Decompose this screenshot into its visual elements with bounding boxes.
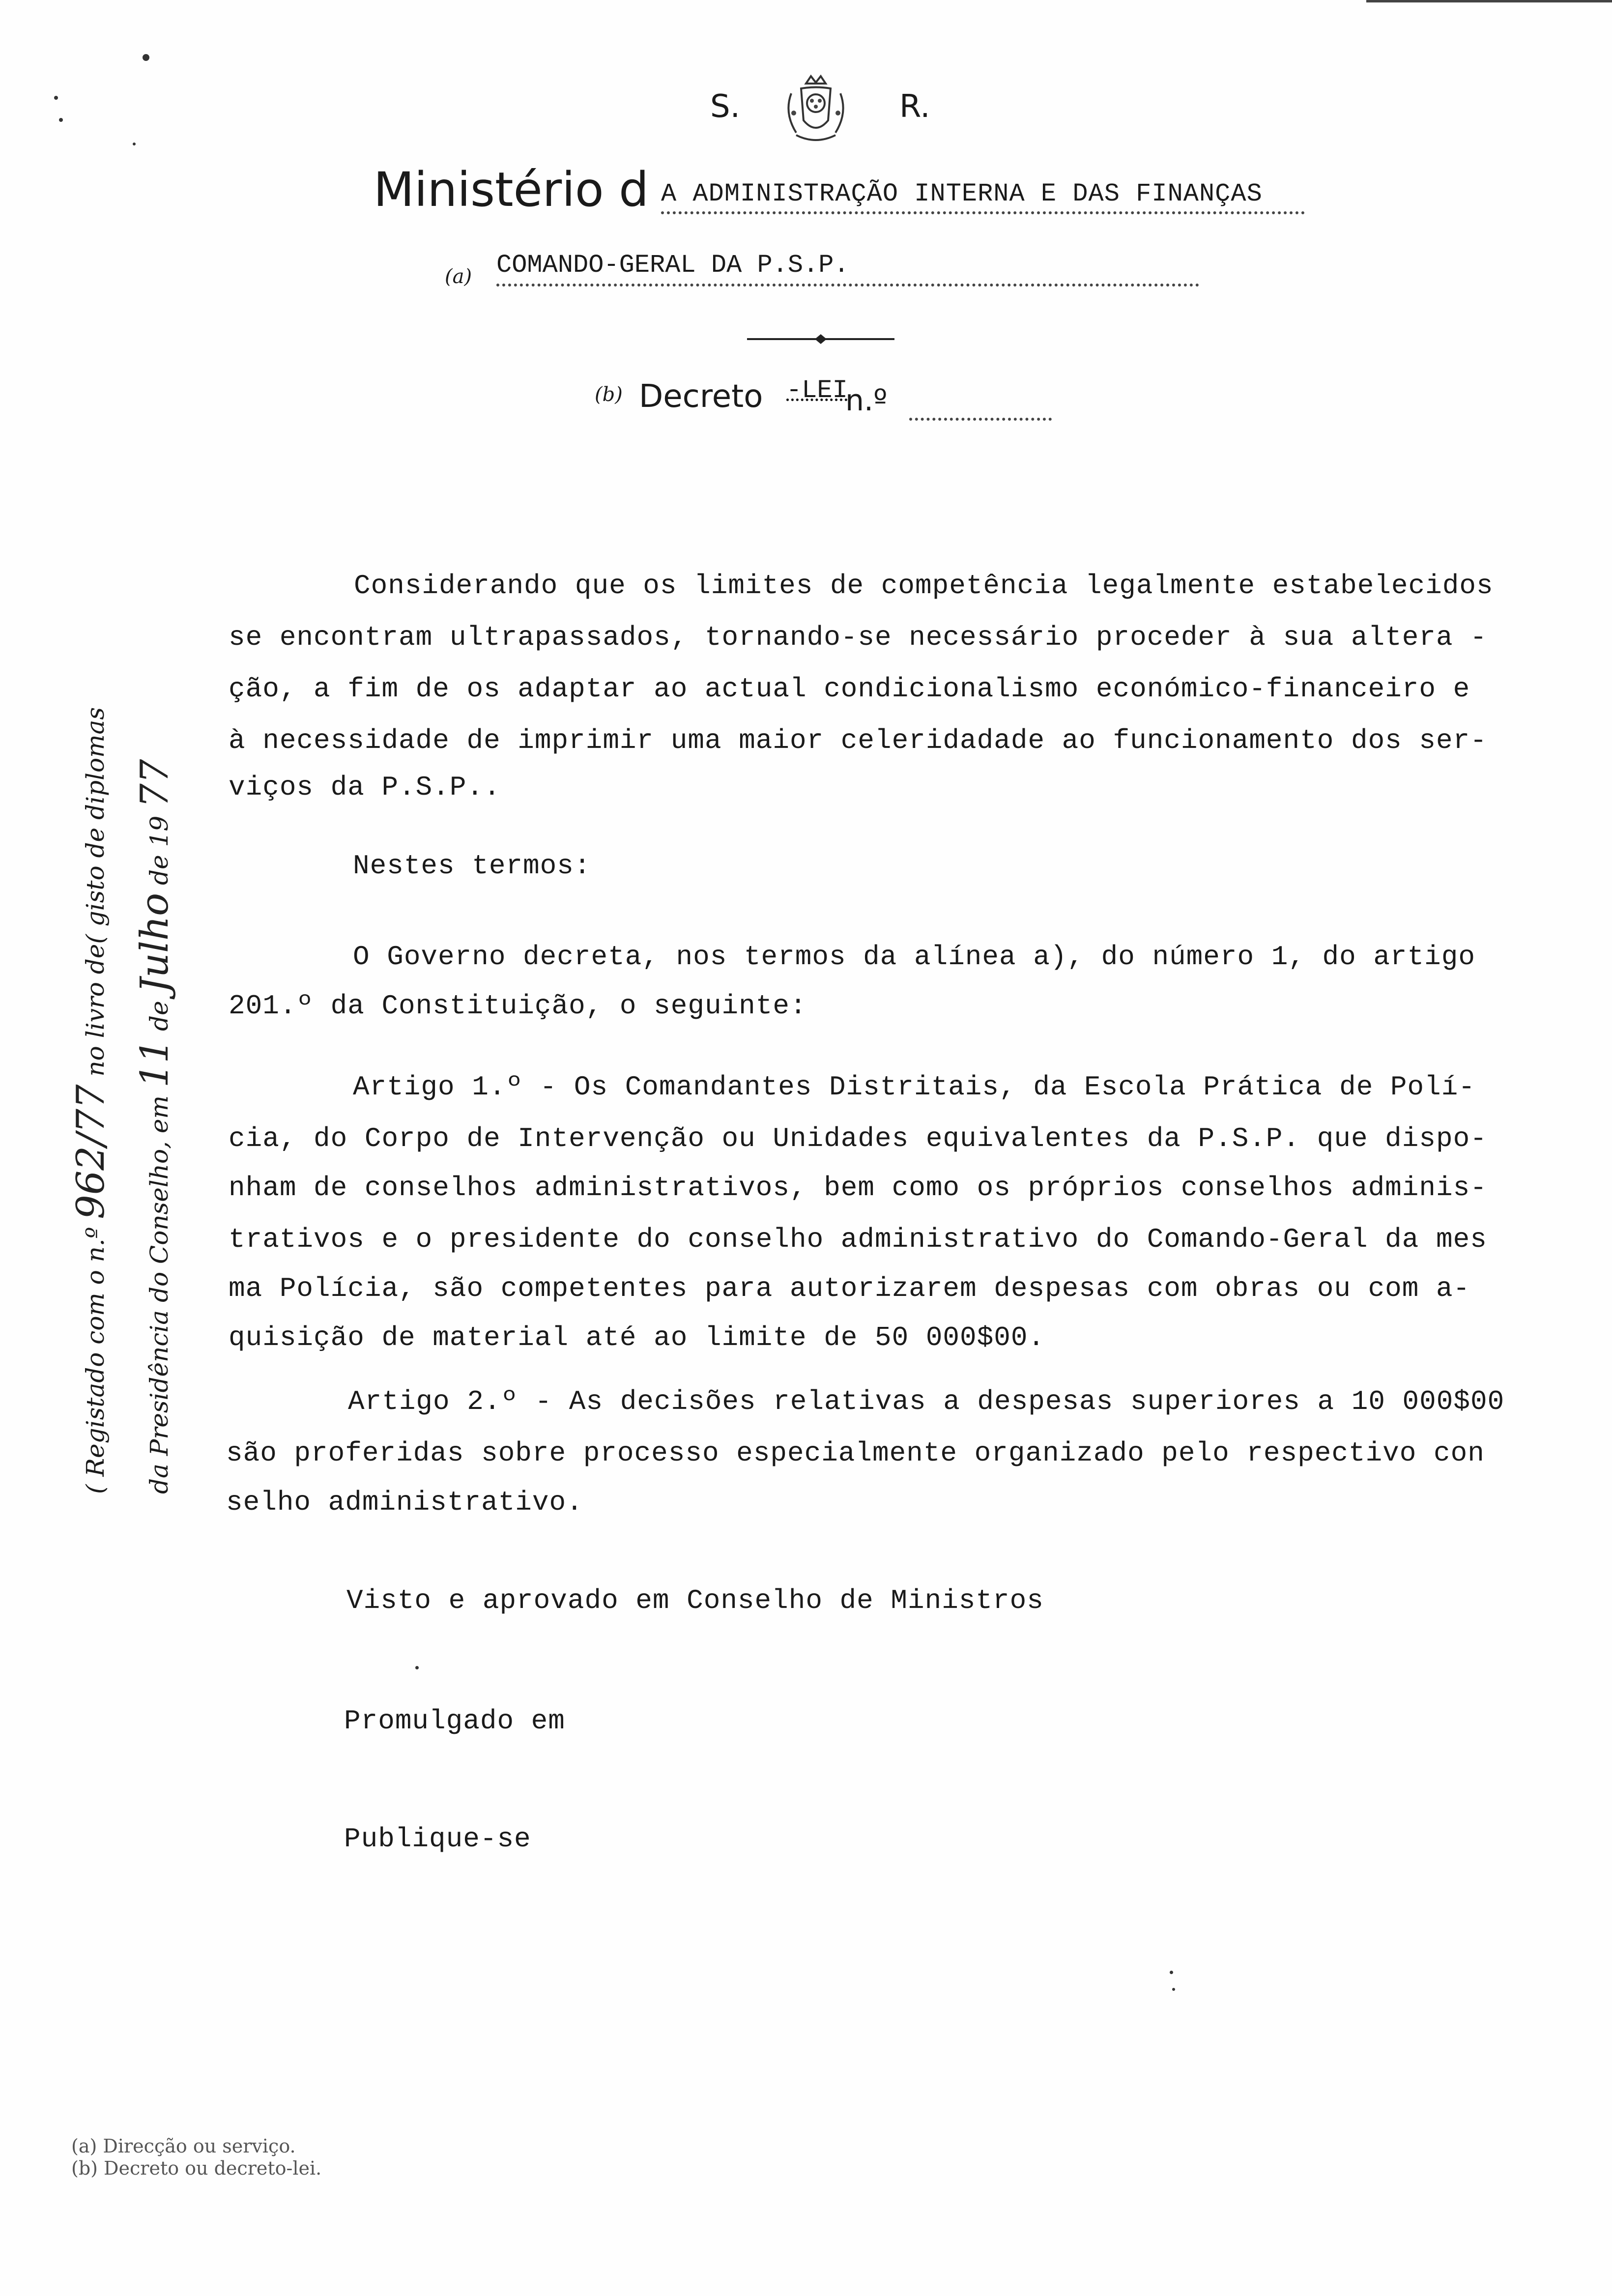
margin-text: de	[145, 1001, 173, 1032]
body-line: Considerando que os limites de competência legalmente estabelecidos	[354, 570, 1494, 602]
body-line: Artigo 2.º - As decisões relativas a despesas superiores a 10 000$00	[348, 1386, 1505, 1417]
sr-left: S.	[710, 88, 740, 125]
margin-line-1	[69, 707, 113, 1494]
decreto-lei-label: -LEI	[786, 376, 848, 405]
registration-month: Julho	[133, 892, 177, 993]
margin-text: da Presidência do Conselho, em	[145, 1095, 173, 1494]
body-line: Promulgado em	[344, 1705, 565, 1737]
body-line: Nestes termos:	[353, 850, 591, 882]
scan-edge-line	[1366, 0, 1612, 2]
decreto-number-blank	[909, 388, 1052, 421]
body-line: Artigo 1.º - Os Comandantes Distritais, da Escola Prática de Polí-	[353, 1071, 1475, 1103]
body-line: quisição de material até ao limite de 50 000$00.	[229, 1322, 1045, 1353]
registration-year: 77	[133, 759, 177, 808]
body-line: são proferidas sobre processo especialmente organizado pelo respectivo con	[226, 1437, 1485, 1469]
margin-text: de 19	[145, 815, 173, 885]
ornament-divider-icon	[747, 329, 894, 349]
ministerio-label: Ministério d	[374, 162, 649, 217]
decreto-number-label: n.º	[845, 383, 888, 418]
margin-text: no livro de( gisto de diplomas	[81, 707, 110, 1077]
body-line: viços da P.S.P..	[229, 772, 501, 803]
body-line: cia, do Corpo de Intervenção ou Unidades equivalentes da P.S.P. que dispo-	[229, 1123, 1487, 1154]
body-line: trativos e o presidente do conselho administrativo do Comando-Geral da mes	[229, 1224, 1487, 1255]
decreto-label: Decreto	[639, 378, 763, 415]
margin-text: ( Registado com o n.º	[81, 1227, 110, 1494]
body-line: O Governo decreta, nos termos da alínea a), do número 1, do artigo	[353, 941, 1475, 973]
body-line: Visto e aprovado em Conselho de Ministros	[346, 1585, 1044, 1616]
marker-a: (a)	[445, 265, 472, 288]
registration-day: 11	[133, 1038, 177, 1088]
sr-right: R.	[899, 88, 930, 125]
registration-margin-note	[15, 575, 177, 1494]
marker-b: (b)	[595, 383, 623, 406]
ministerio-name: A ADMINISTRAÇÃO INTERNA E DAS FINANÇAS	[661, 179, 1305, 214]
service-name: COMANDO-GERAL DA P.S.P.	[496, 251, 1199, 287]
margin-line-2	[133, 759, 177, 1494]
registration-number: 962/77	[69, 1084, 113, 1219]
footnote-a: (a) Direcção ou serviço.	[71, 2135, 296, 2157]
body-line: Publique-se	[344, 1823, 531, 1855]
body-line: ção, a fim de os adaptar ao actual condicionalismo económico-financeiro e	[229, 673, 1470, 705]
body-line: selho administrativo.	[226, 1487, 583, 1518]
coat-of-arms-icon	[781, 74, 850, 147]
body-line: ma Polícia, são competentes para autorizarem despesas com obras ou com a-	[229, 1273, 1470, 1304]
body-line: nham de conselhos administrativos, bem como os próprios conselhos adminis-	[229, 1172, 1487, 1204]
body-line: se encontram ultrapassados, tornando-se necessário proceder à sua altera -	[229, 622, 1487, 653]
footnote-b: (b) Decreto ou decreto-lei.	[71, 2157, 322, 2179]
body-line: 201.º da Constituição, o seguinte:	[229, 990, 807, 1022]
body-line: à necessidade de imprimir uma maior celeridadade ao funcionamento dos ser-	[229, 725, 1487, 756]
